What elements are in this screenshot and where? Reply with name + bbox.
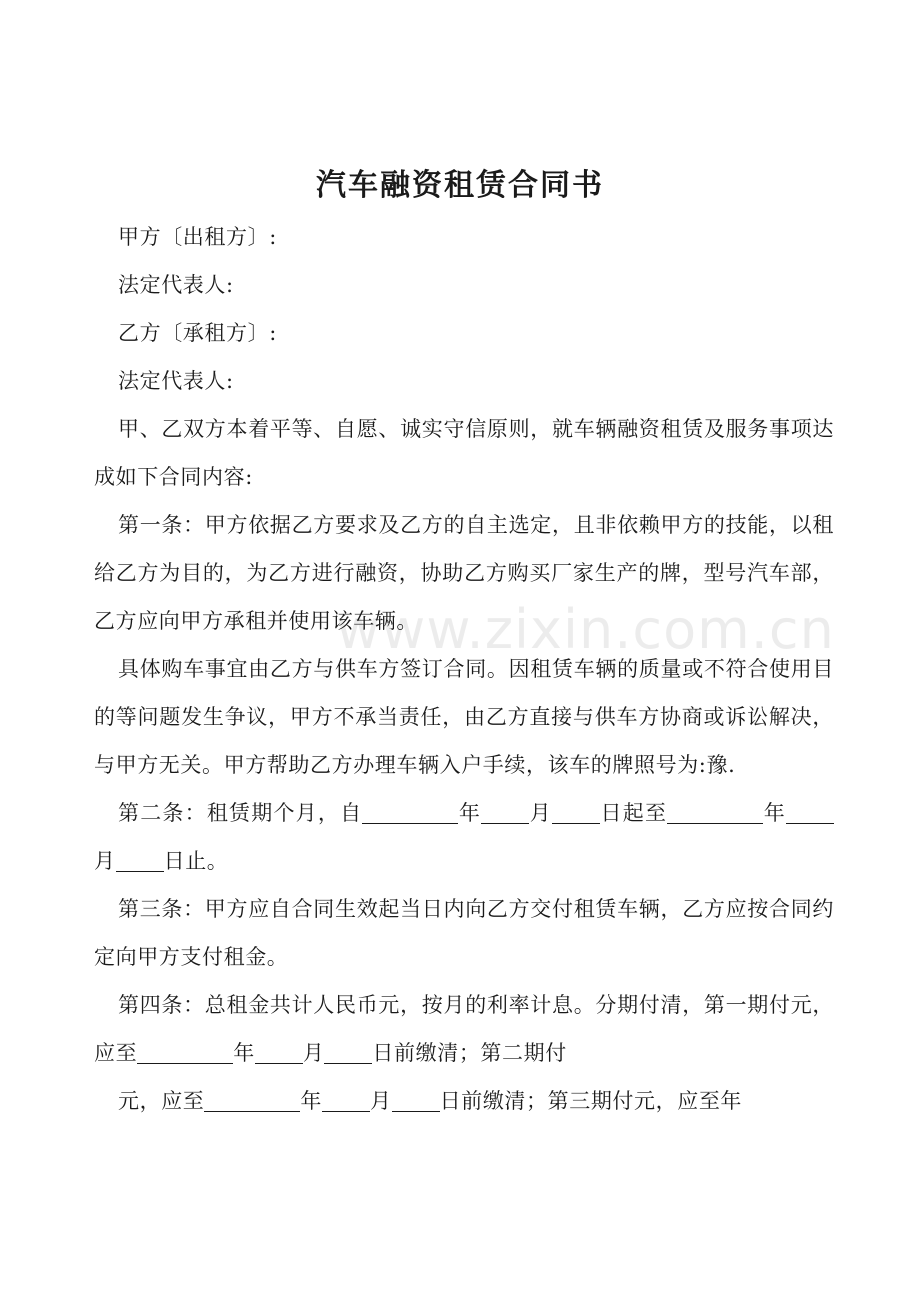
article-4-cont-text-c: 月: [370, 1089, 392, 1113]
blank-line: [324, 1037, 372, 1064]
article-4-cont-text-a: 元，应至: [118, 1089, 205, 1113]
article-3-paragraph: 第三条：甲方应自合同生效起当日内向乙方交付租赁车辆，乙方应按合同约定向甲方支付租金。: [94, 897, 834, 969]
article-4-cont-text-d: 日前缴清；第三期付元，应至年: [439, 1089, 743, 1113]
article-4-cont-text-b: 年: [300, 1089, 323, 1113]
party-a-representative-line: 法定代表人:: [118, 273, 234, 297]
article-4-text-b: 年: [233, 1041, 255, 1065]
article-2-text-a: 第二条：租赁期个月，自: [118, 801, 363, 825]
party-a-line: 甲方〔出租方〕:: [118, 225, 277, 249]
article-2-text-f: 月: [94, 849, 116, 873]
blank-line: [255, 1037, 303, 1064]
article-2-text-b: 年: [458, 801, 482, 825]
article-4-paragraph: [94, 981, 834, 1077]
article-2-text-e: 年: [763, 801, 786, 825]
blank-line: [137, 1037, 233, 1064]
blank-line: [786, 797, 834, 824]
party-b-line: 乙方〔承租方〕:: [118, 321, 277, 345]
article-2-text-d: 日起至: [599, 801, 668, 825]
blank-line: [204, 1085, 300, 1112]
document-body: [94, 213, 834, 1125]
blank-line: [392, 1085, 440, 1112]
watermark: www.zixin.com.cn: [336, 598, 835, 661]
blank-line: [481, 797, 529, 824]
article-4-continuation-paragraph: [94, 1077, 834, 1125]
article-4-text-a: 第四条：总租金共计人民币元，按月的利率计息。分期付清，第一期付元，应至: [94, 993, 834, 1065]
article-1-continuation-paragraph: 具体购车事宜由乙方与供车方签订合同。因租赁车辆的质量或不符合使用目的等问题发生争议，甲方不承当责任，由乙方直接与供车方协商或诉讼解决，与甲方无关。甲方帮助乙方办理车辆入户手续，该车的牌照号为:豫.: [94, 657, 834, 777]
party-b-representative-line: 法定代表人:: [118, 369, 234, 393]
preamble-paragraph: 甲、乙双方本着平等、自愿、诚实守信原则，就车辆融资租赁及服务事项达成如下合同内容:: [94, 417, 834, 489]
article-2-text-g: 日止。: [163, 849, 229, 873]
document-title: 汽车融资租赁合同书: [316, 168, 604, 203]
article-4-text-c: 月: [302, 1041, 325, 1065]
article-2-text-c: 月: [529, 801, 552, 825]
blank-line: [362, 797, 458, 824]
article-4-text-d: 日前缴清；第二期付: [372, 1041, 567, 1065]
article-1-paragraph: 第一条：甲方依据乙方要求及乙方的自主选定，且非依赖甲方的技能，以租给乙方为目的，为乙方进行融资，协助乙方购买厂家生产的牌，型号汽车部，乙方应向甲方承租并使用该车辆。: [94, 513, 834, 633]
article-2-paragraph: [94, 789, 834, 885]
blank-line: [667, 797, 763, 824]
blank-line: [552, 797, 600, 824]
blank-line: [116, 845, 164, 872]
blank-line: [322, 1085, 370, 1112]
